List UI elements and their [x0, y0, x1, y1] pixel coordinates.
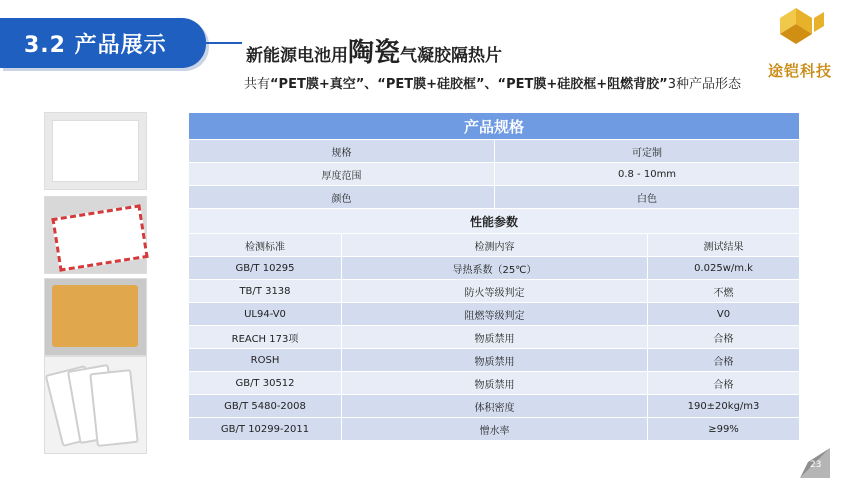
table-cell-content: 憎水率 [342, 418, 648, 441]
section-divider [206, 42, 242, 44]
logo-text: 途铠科技 [768, 62, 833, 80]
subtitle-tail: 3种产品形态 [667, 77, 741, 92]
table-cell-content: 防火等级判定 [342, 280, 648, 303]
product-photo-packaged [44, 356, 147, 454]
table-cell-standard: ROSH [189, 349, 342, 372]
section-label: 3.2 产品展示 [24, 33, 167, 58]
table-cell-content: 物质禁用 [342, 372, 648, 395]
spec-name: 规格 [189, 140, 495, 163]
page-title [246, 32, 502, 69]
product-spec-table [188, 112, 800, 441]
table-cell-result: 合格 [648, 326, 800, 349]
table-cell-standard: UL94-V0 [189, 303, 342, 326]
table-cell-content: 导热系数（25℃） [342, 257, 648, 280]
section-tab [0, 18, 206, 68]
column-header-result: 测试结果 [648, 234, 800, 257]
spec-value: 白色 [495, 186, 800, 209]
table-cell-result: 合格 [648, 372, 800, 395]
title-prefix: 新能源电池用 [246, 46, 348, 66]
table-cell-standard: GB/T 10295 [189, 257, 342, 280]
spec-table-header: 产品规格 [189, 113, 800, 140]
table-cell-result: 190±20kg/m3 [648, 395, 800, 418]
table-cell-standard: REACH 173项 [189, 326, 342, 349]
spec-value: 0.8 - 10mm [495, 163, 800, 186]
page-subtitle [244, 73, 741, 92]
table-cell-result: ≥99% [648, 418, 800, 441]
product-photo-flame-retardant [44, 278, 147, 356]
spec-value: 可定制 [495, 140, 800, 163]
table-cell-result: 合格 [648, 349, 800, 372]
perf-table-header: 性能参数 [189, 209, 800, 234]
title-suffix: 气凝胶隔热片 [400, 46, 503, 66]
column-header-content: 检测内容 [342, 234, 648, 257]
table-cell-content: 体积密度 [342, 395, 648, 418]
table-cell-result: 0.025w/m.k [648, 257, 800, 280]
company-logo [766, 4, 840, 80]
logo-mark-icon [766, 4, 840, 60]
table-cell-content: 阻燃等级判定 [342, 303, 648, 326]
product-photo-pet-vacuum [44, 112, 147, 190]
table-cell-standard: GB/T 5480-2008 [189, 395, 342, 418]
page-number: 23 [810, 460, 822, 470]
spec-name: 颜色 [189, 186, 495, 209]
page-corner [800, 448, 830, 478]
table-cell-content: 物质禁用 [342, 326, 648, 349]
subtitle-forms: “PET膜+真空”、“PET膜+硅胶框”、“PET膜+硅胶框+阻燃背胶” [270, 77, 668, 92]
product-photo-pet-silicone-frame [44, 196, 147, 274]
table-cell-standard: TB/T 3138 [189, 280, 342, 303]
title-highlight: 陶瓷 [348, 38, 401, 68]
table-cell-content: 物质禁用 [342, 349, 648, 372]
table-cell-standard: GB/T 10299-2011 [189, 418, 342, 441]
subtitle-lead: 共有 [244, 77, 271, 92]
column-header-standard: 检测标准 [189, 234, 342, 257]
spec-name: 厚度范围 [189, 163, 495, 186]
table-cell-result: V0 [648, 303, 800, 326]
table-cell-result: 不燃 [648, 280, 800, 303]
table-cell-standard: GB/T 30512 [189, 372, 342, 395]
